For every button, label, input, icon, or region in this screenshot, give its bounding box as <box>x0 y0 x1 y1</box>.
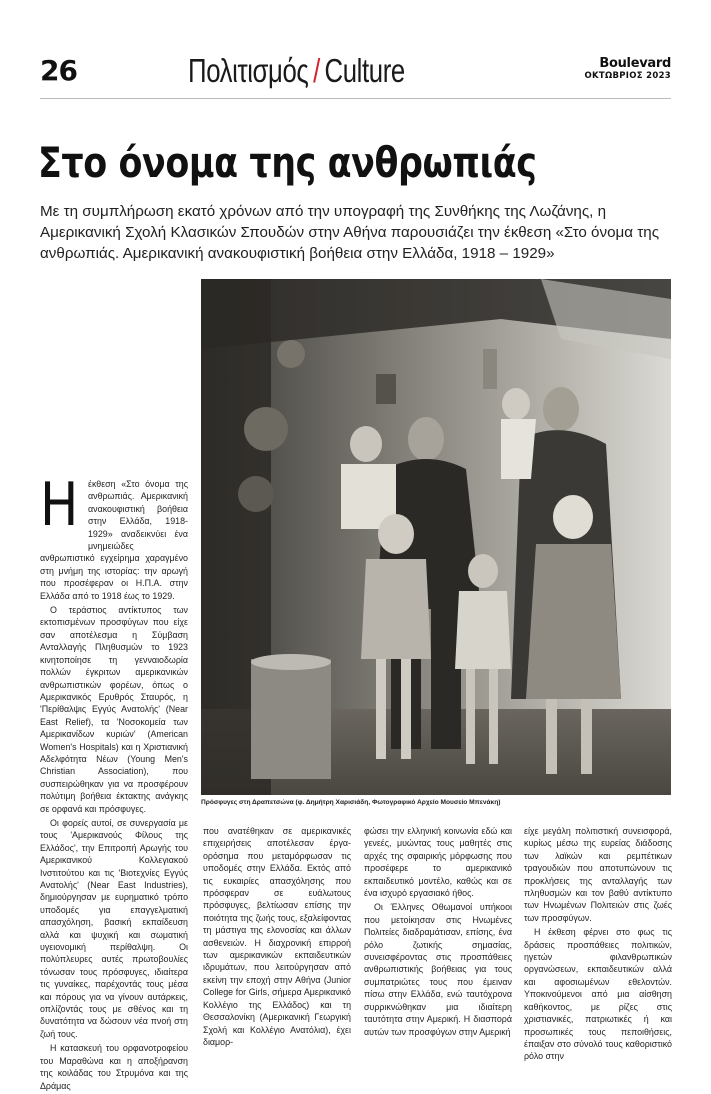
page-header <box>40 52 671 92</box>
paragraph: Η έκθεση φέρνει στο φως τις δράσεις προσπάθειες πολιτικών, ηγετών φιλανθρωπικών οργανώσεων, εκπαιδευτικών αλλά και αφοσιωμένων εθελοντών. Υποκινούμενοι από μια αίσθηση καθήκοντος, με ρίζες στις χριστιανικές, πατριωτικές ή και προσωπικές τους πεποιθήσεις, έπαιξαν στο σύνολό τους καθοριστικό ρόλο στην <box>524 927 672 1062</box>
photo-caption: Πρόσφυγες στη Δραπετσώνα (φ. Δημήτρη Χαρισιάδη, Φωτογραφικό Αρχείο Μουσείο Μπενάκη) <box>201 799 501 806</box>
masthead <box>584 56 671 81</box>
article-lede: Με τη συμπλήρωση εκατό χρόνων από την υπογραφή της Συνθήκης της Λωζάνης, η Αμερικανική Σχολή Κλασικών Σπουδών στην Αθήνα παρουσιάζει την έκθεση «Στο όνομα της ανθρωπιάς. Αμερικανική ανακουφιστική βοήθεια στην Ελλάδα, 1918 – 1929» <box>40 203 660 262</box>
paragraph: Ο τεράστιος αντίκτυπος των εκτοπισμένων προσφύγων που είχε σαν αποτέλεσμα η Σύμβαση Ανταλλαγής Πληθυσμών το 1923 κινητοποίησε τη γενναιοδωρία πολλών έγκριτων αμερικανικών ανθρωπιστικών φορέων, όπως ο Αμερικανικός Ερυθρός Σταυρός, η 'Περίθαλψις Εγγύς Ανατολής' (Near East Relief), τα 'Νοσοκομεία των Αμερικανίδων κυριών' (American Women's Hospitals) και η Χριστιανική Αδελφότητα Νέων (Young Men's Christian Association), που συσπειρώθηκαν για να προσφέρουν πολύτιμη βοήθεια έκτακτης ανάγκης σε ορφανά και πρόσφυγες. <box>40 605 188 814</box>
section-title-greek: Πολιτισμός <box>188 52 309 89</box>
paragraph: φώσει την ελληνική κοινωνία εδώ και γενεές, μυώντας τους μαθητές στις αρχές της σφαιρικής μόρφωσης που προσέφερε το αμερικανικό εκπαιδευτικό μοντέλο, καθώς και σε ένα ισχυρό εργασιακό ήθος. <box>364 826 512 899</box>
section-title <box>188 52 405 90</box>
paragraph: Η κατασκευή του ορφανοτροφείου του Μαραθώνα και η αποξήρανση της κοιλάδας του Στρυμόνα και της Δράμας <box>40 1043 188 1091</box>
section-title-english: Culture <box>324 52 405 89</box>
article-column-2 <box>203 825 351 1050</box>
paragraph: Οι Έλληνες Οθωμανοί υπήκοοι που μετοίκησαν στις Ηνωμένες Πολιτείες διαδραμάτισαν, επίσης, ένα ρόλο ζωτικής σημασίας, συνεισφέροντας στις προσπάθειες ανθρωπιστικής βοήθειας για τους συμπατριώτες τους που έμειναν πίσω στην Ελλάδα, ενώ ταυτόχρονα συρρικνώθηκαν μια ιδιαίτερη ταυτότητα στην Αμερική. Η διασπορά αυτών των προσφύγων στην Αμερική <box>364 902 512 1037</box>
article-photo <box>201 279 671 795</box>
photo-illustration <box>201 279 671 795</box>
paragraph: είχε μεγάλη πολιτιστική συνεισφορά, κυρίως μέσω της ευρείας διάδοσης των λαϊκών και ρεμπέτικων τραγουδιών που αποτυπώνουν τις προκλήσεις της ανταλλαγής των πληθυσμών και τον βαθύ αντίκτυπο των Ηνωμένων Πολιτειών στις ζωές των προσφύγων. <box>524 826 672 923</box>
page-number: 26 <box>40 54 77 87</box>
issue-date: ΟΚΤΩΒΡΙΟΣ 2023 <box>584 71 671 81</box>
article-column-3 <box>364 825 512 1040</box>
paragraph: Οι φορείς αυτοί, σε συνεργασία με τους 'Αμερικανούς Φίλους της Ελλάδος', την Επιτροπή Αρωγής του Αμερικανικού Κολλεγιακού Ινστιτούτου και τις 'Βιοτεχνίες Εγγύς Ανατολής' (Near East Industries), δημιούργησαν με ευρηματικό τρόπο υποδομές για επαγγελματική απασχόληση, βασική εκπαίδευση αλλά και ψυχική και σωματική υγειονομική περίθαλψη. Οι πολύπλευρες αυτές πρωτοβουλίες τόνωσαν τους πρόσφυγες, ιδιαίτερα τις γυναίκες, παρέχοντάς τους μέσα και πόρους για να γίνουν αυτάρκεις, οπλίζοντάς τους με σθένος και τη δυνατότητα να δώσουν νέα πνοή στη ζωή τους. <box>40 817 188 1039</box>
paragraph: που ανατέθηκαν σε αμερικανικές επιχειρήσεις αποτέλεσαν έργα-ορόσημα που μεταμόρφωσαν τις υποδομές στην Ελλάδα. Εκτός από τις ευκαιρίες απασχόλησης που πρόσφεραν σε ευάλωτους πρόσφυγες, βελτίωσαν επίσης την ποιότητα της ζωής τους, εξαλείφοντας τη μάστιγα της ελονοσίας και άλλων ασθενειών. Η διαχρονική επιρροή των αμερικανικών εκπαιδευτικών ιδρυμάτων, που λειτούργησαν από εκείνη την εποχή στην Αθήνα (Junior College for Girls, σήμερα Αμερικανικό Κολλέγιο της Ελλάδος) και τη Θεσσαλονίκη (Αμερικανική Γεωργική Σχολή και Κολλέγιο Ανατόλια), έχει διαμορ- <box>203 826 351 1047</box>
drop-cap: Η <box>40 470 79 540</box>
article-headline: Στο όνομα της ανθρωπιάς <box>38 138 537 187</box>
header-divider <box>40 98 671 99</box>
article-column-1 <box>40 470 188 1094</box>
article-column-4 <box>524 825 672 1065</box>
brand-name: Boulevard <box>599 56 671 71</box>
paragraph: έκθεση «Στο όνομα της ανθρωπιάς. Αμερικανική ανακουφιστική βοήθεια στην Ελλάδα, 1918-1929» αναδεικνύει ένα μνημειώδες ανθρωπιστικό εγχείρημα χαραγμένο στη μνήμη της ιστορίας: την αρωγή που προσέφεραν οι Η.Π.Α. στην Ελλάδα από το 1918 έως το 1929. <box>40 479 188 601</box>
section-divider: / <box>313 52 320 89</box>
